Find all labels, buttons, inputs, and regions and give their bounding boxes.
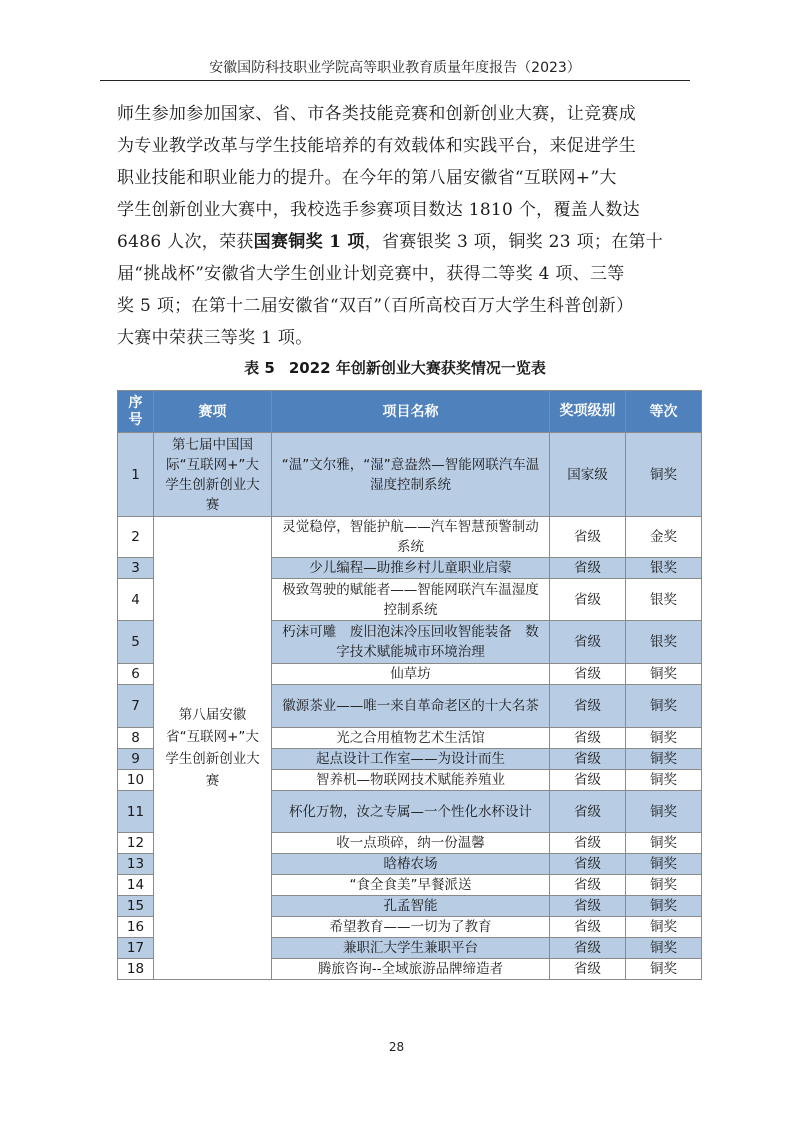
cell-level: 省级	[550, 728, 626, 749]
col-header-project: 项目名称	[272, 391, 550, 433]
paragraph-text: 师生参加参加国家、省、市各类技能竞赛和创新创业大赛，让竞赛成	[117, 104, 636, 124]
cell-no: 4	[118, 579, 154, 621]
cell-project: 晗椿农场	[272, 854, 550, 875]
cell-no: 17	[118, 938, 154, 959]
cell-level: 省级	[550, 558, 626, 579]
cell-grade: 铜奖	[626, 664, 702, 685]
cell-level: 省级	[550, 875, 626, 896]
paragraph-text: 为专业教学改革与学生技能培养的有效载体和实践平台，来促进学生	[117, 136, 636, 156]
paragraph-line	[117, 322, 677, 354]
cell-no: 5	[118, 621, 154, 664]
paragraph-line	[117, 194, 677, 226]
col-header-no: 序号	[118, 391, 154, 433]
cell-level: 省级	[550, 621, 626, 664]
cell-grade: 铜奖	[626, 833, 702, 854]
cell-grade: 铜奖	[626, 896, 702, 917]
table-row	[118, 517, 702, 558]
cell-project: 孔孟智能	[272, 896, 550, 917]
awards-table	[117, 390, 702, 980]
cell-project: 起点设计工作室——为设计而生	[272, 749, 550, 770]
cell-no: 11	[118, 791, 154, 833]
paragraph-text: 6486 人次，荣获	[117, 232, 254, 252]
cell-project: 智养机—物联网技术赋能养殖业	[272, 770, 550, 791]
cell-no: 14	[118, 875, 154, 896]
cell-level: 省级	[550, 770, 626, 791]
cell-project: 收一点琐碎，纳一份温馨	[272, 833, 550, 854]
cell-no: 6	[118, 664, 154, 685]
cell-project: 腾旅咨询--全域旅游品牌缔造者	[272, 959, 550, 980]
cell-level: 省级	[550, 917, 626, 938]
cell-grade: 铜奖	[626, 749, 702, 770]
table-caption-title: 2022 年创新创业大赛获奖情况一览表	[288, 359, 546, 377]
cell-level: 省级	[550, 959, 626, 980]
cell-grade: 铜奖	[626, 875, 702, 896]
cell-level: 省级	[550, 579, 626, 621]
cell-competition: 第八届安徽省“互联网+”大学生创新创业大赛	[154, 517, 272, 980]
cell-grade: 铜奖	[626, 433, 702, 517]
cell-grade: 铜奖	[626, 770, 702, 791]
col-header-competition: 赛项	[154, 391, 272, 433]
cell-level: 省级	[550, 517, 626, 558]
running-header: 安徽国防科技职业学院高等职业教育质量年度报告（2023）	[209, 60, 581, 76]
cell-grade: 铜奖	[626, 917, 702, 938]
cell-no: 12	[118, 833, 154, 854]
col-header-level: 奖项级别	[550, 391, 626, 433]
paragraph-line	[117, 290, 677, 322]
cell-project: “食全食美”早餐派送	[272, 875, 550, 896]
cell-no: 3	[118, 558, 154, 579]
cell-grade: 金奖	[626, 517, 702, 558]
cell-no: 15	[118, 896, 154, 917]
cell-grade: 铜奖	[626, 791, 702, 833]
cell-grade: 银奖	[626, 621, 702, 664]
cell-level: 省级	[550, 854, 626, 875]
paragraph-line	[117, 162, 677, 194]
cell-level: 省级	[550, 685, 626, 728]
cell-grade: 铜奖	[626, 959, 702, 980]
cell-no: 13	[118, 854, 154, 875]
cell-level: 省级	[550, 749, 626, 770]
body-paragraph	[117, 98, 677, 354]
cell-project: 兼职汇大学生兼职平台	[272, 938, 550, 959]
paragraph-line	[117, 130, 677, 162]
cell-no: 8	[118, 728, 154, 749]
cell-level: 省级	[550, 896, 626, 917]
cell-no: 9	[118, 749, 154, 770]
cell-competition: 第七届中国国际“互联网+”大学生创新创业大赛	[154, 433, 272, 517]
cell-project: 朽沫可雕 废旧泡沫冷压回收智能装备 数字技术赋能城市环境治理	[272, 621, 550, 664]
cell-project: 杯化万物，汝之专属—一个性化水杯设计	[272, 791, 550, 833]
paragraph-text: 学生创新创业大赛中，我校选手参赛项目数达 1810 个，覆盖人数达	[117, 200, 640, 220]
cell-level: 国家级	[550, 433, 626, 517]
paragraph-line	[117, 98, 677, 130]
cell-project: 灵觉稳停，智能护航——汽车智慧预警制动系统	[272, 517, 550, 558]
paragraph-text: 届“挑战杯”安徽省大学生创业计划竞赛中，获得二等奖 4 项、三等	[117, 264, 625, 284]
cell-project: 徽源茶业——唯一来自革命老区的十大名茶	[272, 685, 550, 728]
col-header-grade: 等次	[626, 391, 702, 433]
paragraph-line	[117, 226, 677, 258]
cell-project: 光之合用植物艺术生活馆	[272, 728, 550, 749]
cell-grade: 铜奖	[626, 685, 702, 728]
paragraph-text: 职业技能和职业能力的提升。在今年的第八届安徽省“互联网+”大	[117, 168, 617, 188]
cell-no: 7	[118, 685, 154, 728]
table-caption-number: 表 5	[244, 359, 275, 377]
cell-no: 18	[118, 959, 154, 980]
cell-no: 10	[118, 770, 154, 791]
cell-grade: 银奖	[626, 558, 702, 579]
cell-project: “温”文尔雅，“湿”意盎然—智能网联汽车温湿度控制系统	[272, 433, 550, 517]
table-caption	[100, 357, 690, 378]
cell-project: 极致驾驶的赋能者——智能网联汽车温湿度控制系统	[272, 579, 550, 621]
paragraph-text: ，省赛银奖 3 项，铜奖 23 项；在第十	[364, 232, 664, 252]
page-number: 28	[388, 1040, 405, 1054]
awards-table-body	[118, 433, 702, 980]
paragraph-text: 奖 5 项；在第十二届安徽省“双百”（百所高校百万大学生科普创新）	[117, 296, 634, 316]
cell-grade: 银奖	[626, 579, 702, 621]
cell-level: 省级	[550, 833, 626, 854]
cell-level: 省级	[550, 664, 626, 685]
cell-no: 2	[118, 517, 154, 558]
cell-project: 仙草坊	[272, 664, 550, 685]
cell-level: 省级	[550, 791, 626, 833]
cell-grade: 铜奖	[626, 854, 702, 875]
table-row	[118, 433, 702, 517]
paragraph-emphasis: 国赛铜奖 1 项	[253, 232, 365, 252]
cell-grade: 铜奖	[626, 938, 702, 959]
paragraph-text: 大赛中荣获三等奖 1 项。	[117, 328, 313, 348]
cell-level: 省级	[550, 938, 626, 959]
cell-project: 少儿编程—助推乡村儿童职业启蒙	[272, 558, 550, 579]
cell-no: 1	[118, 433, 154, 517]
paragraph-line	[117, 258, 677, 290]
cell-project: 希望教育——一切为了教育	[272, 917, 550, 938]
header-rule	[100, 80, 690, 81]
cell-no: 16	[118, 917, 154, 938]
cell-grade: 铜奖	[626, 728, 702, 749]
